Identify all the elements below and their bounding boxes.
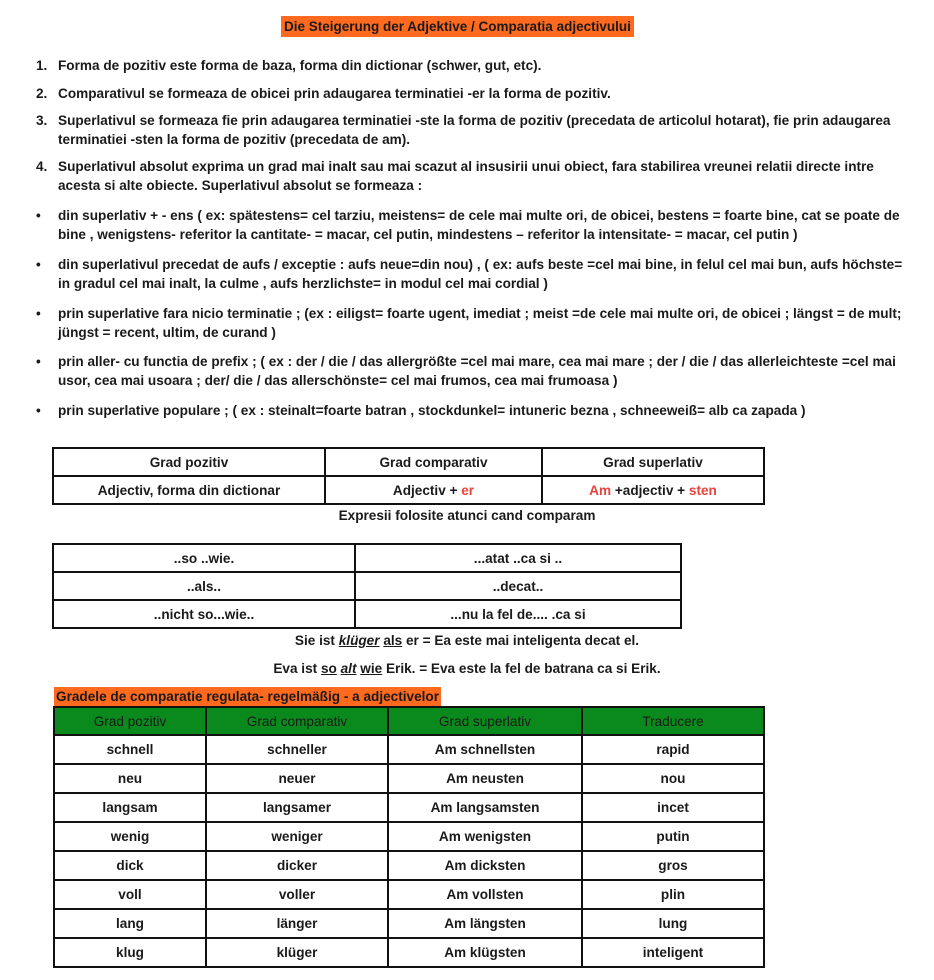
table-cell: lung: [582, 909, 764, 938]
header-cell: Grad pozitiv: [54, 707, 206, 735]
section-title: Gradele de comparatie regulata- regelmäßig - a adjectivelor: [56, 689, 440, 704]
table-cell: schnell: [54, 735, 206, 764]
table-cell: dicker: [206, 851, 388, 880]
table-cell: klüger: [206, 938, 388, 967]
list-marker: •: [36, 257, 41, 272]
sentence-emphasis: wie: [360, 661, 383, 676]
table-header-row: [53, 448, 764, 476]
list-item: prin superlative fara nicio terminatie ; (ex : eiligst= foarte ugent, imediat ; meist =de cele mai multe ori, de obicei ; längst = de mult; jüngst = recent, ultim, de curand ): [58, 306, 902, 340]
table-cell: [542, 476, 764, 504]
suffix-sten: sten: [688, 482, 717, 498]
table-cell: Am schnellsten: [388, 735, 582, 764]
table-cell: Am klügsten: [388, 938, 582, 967]
table-cell: klug: [54, 938, 206, 967]
header-cell: Grad superlativ: [388, 707, 582, 735]
table-cell: ...nu la fel de.... .ca si: [355, 600, 681, 628]
list-item: Superlativul absolut exprima un grad mai inalt sau mai scazut al insusirii unui obiect, fara stabilirea vreunei relatii directe intre acesta si alte obiecte. Superlativul absolut se formeaza :: [58, 159, 874, 193]
comparison-expressions-table: [52, 543, 682, 629]
table-cell: schneller: [206, 735, 388, 764]
sentence-emphasis: klüger: [338, 633, 380, 648]
table-cell: Am längsten: [388, 909, 582, 938]
header-cell: Grad pozitiv: [53, 448, 325, 476]
table-cell: neu: [54, 764, 206, 793]
table-row: [54, 938, 764, 967]
list-item: Comparativul se formeaza de obicei prin adaugarea terminatiei -er la forma de pozitiv.: [58, 86, 611, 101]
sentence-emphasis: alt: [340, 661, 357, 676]
list-marker: •: [36, 208, 41, 223]
table-cell: voller: [206, 880, 388, 909]
table-cell: langsam: [54, 793, 206, 822]
table-cell: rapid: [582, 735, 764, 764]
header-cell: Grad superlativ: [542, 448, 764, 476]
table-cell: lang: [54, 909, 206, 938]
prefix-am: Am: [589, 482, 612, 498]
degrees-summary-table: [52, 447, 765, 505]
table-cell: [325, 476, 542, 504]
list-marker: 2.: [36, 86, 48, 101]
table-cell: länger: [206, 909, 388, 938]
header-cell: Grad comparativ: [206, 707, 388, 735]
table-cell: dick: [54, 851, 206, 880]
table-cell: neuer: [206, 764, 388, 793]
suffix-er: er: [461, 482, 475, 498]
sentence-text: Erik. = Eva este la fel de batrana ca si Erik.: [382, 661, 661, 676]
example-sentence-2: [0, 661, 934, 676]
list-marker: 4.: [36, 159, 48, 174]
document-title: Die Steigerung der Adjektive / Comparatia adjectivului: [281, 16, 634, 37]
table-row: [53, 476, 764, 504]
list-item: din superlativ + - ens ( ex: spätestens= cel tarziu, meistens= de cele mai multe ori, de obicei, bestens = foarte bine, cat se poate de bine , wenigstens- referitor la cantitate- = macar, cel putin, mindestens – referitor la intensitate- = macar, cel putin ): [58, 208, 900, 242]
table-cell: nou: [582, 764, 764, 793]
table-row: [54, 822, 764, 851]
sentence-text: Eva ist: [273, 661, 321, 676]
table-cell: plin: [582, 880, 764, 909]
example-sentence-1: [0, 633, 934, 648]
list-item: prin superlative populare ; ( ex : steinalt=foarte batran , stockdunkel= intuneric bezna , schneeweiß= alb ca zapada ): [58, 403, 806, 418]
header-cell: Grad comparativ: [325, 448, 542, 476]
table-cell: Adjectiv, forma din dictionar: [53, 476, 325, 504]
table-cell: wenig: [54, 822, 206, 851]
list-marker: •: [36, 306, 41, 321]
table-row: [53, 544, 681, 572]
list-item: Superlativul se formeaza fie prin adaugarea terminatiei -ste la forma de pozitiv (precedata de articolul hotarat), fie prin adaugarea terminatiei -sten la forma de pozitiv (precedata de am).: [58, 113, 891, 147]
table-cell: weniger: [206, 822, 388, 851]
table-cell: Am neusten: [388, 764, 582, 793]
table-row: [54, 909, 764, 938]
list-marker: •: [36, 403, 41, 418]
table-cell: inteligent: [582, 938, 764, 967]
table-cell: incet: [582, 793, 764, 822]
sentence-emphasis: so: [320, 661, 337, 676]
list-marker: 3.: [36, 113, 48, 128]
header-cell: Traducere: [582, 707, 764, 735]
regular-comparison-table: [53, 706, 765, 968]
sentence-text: Sie ist: [294, 633, 339, 648]
table-cell: voll: [54, 880, 206, 909]
sentence-emphasis: als: [383, 633, 403, 648]
table-cell: ..decat..: [355, 572, 681, 600]
table-row: [53, 600, 681, 628]
sentence-text: er = Ea este mai inteligenta decat el.: [402, 633, 640, 648]
table-row: [54, 764, 764, 793]
superlativ-formula: +adjectiv +: [611, 482, 689, 498]
table-cell: Am dicksten: [388, 851, 582, 880]
table-cell: ..als..: [53, 572, 355, 600]
table-row: [53, 572, 681, 600]
table-cell: Am vollsten: [388, 880, 582, 909]
table-row: [54, 793, 764, 822]
table-cell: Am langsamsten: [388, 793, 582, 822]
expressions-caption: Expresii folosite atunci cand comparam: [338, 508, 596, 523]
table-cell: gros: [582, 851, 764, 880]
table-row: [54, 851, 764, 880]
table-cell: putin: [582, 822, 764, 851]
table-cell: ...atat ..ca si ..: [355, 544, 681, 572]
list-item: Forma de pozitiv este forma de baza, forma din dictionar (schwer, gut, etc).: [58, 58, 542, 73]
table-row: [54, 735, 764, 764]
list-item: prin aller- cu functia de prefix ; ( ex : der / die / das allergrößte =cel mai mare, cea mai mare ; der / die / das allerleichteste =cel mai usor, cea mai usoara ; der/ die / das allerschönste= cel mai frumos, cea mai frumoasa ): [58, 354, 896, 388]
table-cell: ..nicht so...wie..: [53, 600, 355, 628]
list-marker: 1.: [36, 58, 48, 73]
table-row: [54, 880, 764, 909]
table-header-row: [54, 707, 764, 735]
list-item: din superlativul precedat de aufs / exceptie : aufs neue=din nou) , ( ex: aufs beste =cel mai bine, in felul cel mai bun, aufs höchste= in gradul cel mai inalt, la culme , aufs herzlichste= in modul cel mai cordial ): [58, 257, 903, 291]
table-cell: ..so ..wie.: [53, 544, 355, 572]
table-cell: Am wenigsten: [388, 822, 582, 851]
list-marker: •: [36, 354, 41, 369]
comparativ-formula: Adjectiv +: [392, 482, 462, 498]
table-cell: langsamer: [206, 793, 388, 822]
